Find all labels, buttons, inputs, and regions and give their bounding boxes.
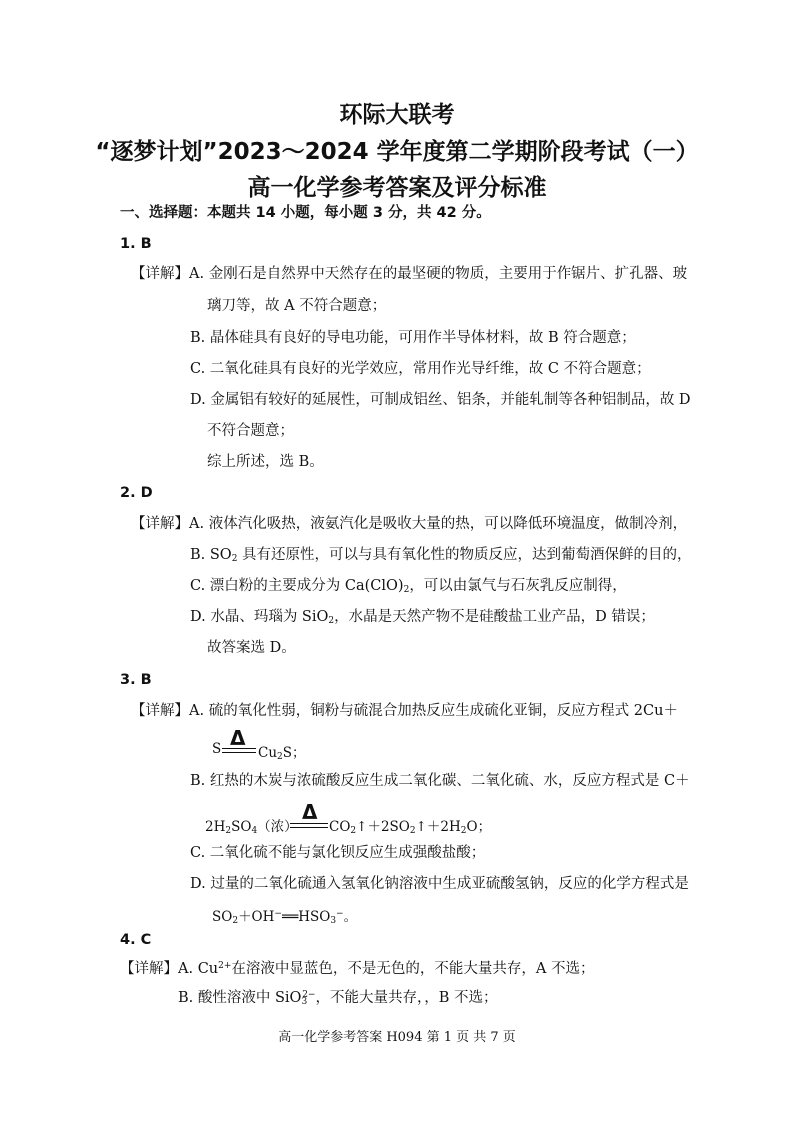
equation-hso3: $SO_2+OH^-══HSO_3^-$。 (212, 909, 358, 926)
page-footer: 高一化学参考答案 H094 第 1 页 共 7 页 (278, 1030, 516, 1045)
option-d-text: D. 金属铝有较好的延展性，可制成铝丝、铝条，并能轧制等各种铝制品，故 D (190, 392, 691, 408)
summary-text: 故答案选 D。 (207, 640, 296, 656)
exam-title: “逐梦计划”2023～2024 学年度第二学期阶段考试（一） (95, 139, 699, 165)
section-heading: 一、选择题：本题共 14 小题，每小题 3 分，共 42 分。 (120, 205, 491, 221)
option-d-text: D. 水晶、玛瑙为 SiO$_2$，水晶是天然产物不是硅酸盐工业产品，D 错误； (190, 609, 655, 626)
option-d-text: D. 过量的二氧化硫通入氢氧化钠溶液中生成亚硫酸氢钠，反应的化学方程式是 (190, 876, 689, 892)
option-a-text: A. 硫的氧化性弱，铜粉与硫混合加热反应生成硫化亚铜，反应方程式 2Cu＋ (189, 703, 678, 719)
q1-explanation (131, 264, 687, 284)
option-b-text: B. 红热的木炭与浓硫酸反应生成二氧化碳、二氧化硫、水，反应方程式是 C＋ (190, 773, 690, 789)
delta-symbol: Δ (302, 800, 318, 824)
question-number: 3. B (120, 672, 152, 688)
q4-explanation: 【详解】A. $Cu^{2+}$在溶液中显蓝色，不是无色的，不能大量共存，A 不选； (120, 961, 595, 977)
explanation-tag: 【详解】 (131, 703, 189, 719)
summary-text: 综上所述，选 B。 (207, 454, 324, 470)
equals-line (222, 752, 256, 753)
question-number: 4. C (120, 932, 152, 948)
delta-symbol: Δ (230, 726, 246, 750)
option-b-text: B. $SO_2$ 具有还原性，可以与具有氧化性的物质反应，达到葡萄酒保鲜的目的， (190, 547, 692, 564)
q2-explanation (131, 514, 687, 534)
option-a-text: A. 液体汽化吸热，液氨汽化是吸收大量的热，可以降低环境温度，做制冷剂， (189, 516, 688, 532)
explanation-tag: 【详解】 (131, 266, 189, 282)
option-d-cont: 不符合题意； (207, 423, 294, 439)
question-number: 2. D (120, 485, 153, 501)
question-number: 1. B (120, 236, 152, 252)
option-a-cont: 璃刀等，故 A 不符合题意； (207, 298, 387, 314)
option-b-text: B. 晶体硅具有良好的导电功能，可用作半导体材料，故 B 符合题意； (190, 330, 636, 346)
option-a-text: A. 金刚石是自然界中天然存在的最坚硬的物质，主要用于作锯片、扩孔器、玻 (189, 266, 688, 282)
option-c-text: C. 二氧化硅具有良好的光学效应，常用作光导纤维，故 C 不符合题意； (190, 361, 651, 377)
answer-key-title: 高一化学参考答案及评分标准 (247, 175, 547, 201)
q3-explanation (131, 701, 678, 721)
option-c-text: C. 二氧化硫不能与氯化钡反应生成强酸盐酸； (190, 845, 486, 861)
explanation-tag: 【详解】 (120, 961, 178, 977)
option-b-text: B. 酸性溶液中 SiO$_3^{2-}$，不能大量共存，，B 不选； (178, 990, 498, 1007)
equals-line (222, 748, 256, 749)
equals-line (290, 823, 328, 824)
exam-org-title: 环际大联考 (339, 102, 455, 128)
option-c-text: C. 漂白粉的主要成分为 $Ca(ClO)_2$，可以由氯气与石灰乳反应制得， (190, 578, 627, 595)
explanation-tag: 【详解】 (131, 516, 189, 532)
equals-line (290, 827, 328, 828)
document-page: 环际大联考 “逐梦计划”2023～2024 学年度第二学期阶段考试（一） 高一化学参考答案及评分标准 一、选择题：本题共 14 小题，每小题 3 分，共 42 分。 1. B 【详解】A. 金刚石是自然界中天然存在的最坚硬的物质，主要用于作锯片、扩孔器、玻 璃刀等，故 A 不符合题意； B. 晶体硅具有良好的导电功能，可用作半导体材料，故 B 符合题意； C. 二氧化硅具有良好的光学效应，常用作光导纤维，故 C 不符合题意； D. 金属铝有较好的延展性，可制成铝丝、铝条，并能轧制等各种铝制品，故 D 不符合题意； 综上所述，选 B。 2. D 【详解】A. 液体汽化吸热，液氨汽化是吸收大量的热，可以降低环境温度，做制冷剂， B. $SO_2$ 具有还原性，可以与具有氧化性的物质反应，达到葡萄酒保鲜的目的， C. 漂白粉的主要成分为 $Ca(ClO)_2$，可以由氯气与石灰乳反应制得， D. 水晶、玛瑙为 SiO$_2$，水晶是天然产物不是硅酸盐工业产品，D 错误； 故答案选 D。 3. B 【详解】A. 硫的氧化性弱，铜粉与硫混合加热反应生成硫化亚铜，反应方程式 2Cu＋ S Δ $Cu_2S$； B. 红热的木炭与浓硫酸反应生成二氧化碳、二氧化硫、水，反应方程式是 C＋ $2H_2SO_4$（浓） Δ $CO_2↑+2SO_2↑+2H_2O$； C. 二氧化硫不能与氯化钡反应生成强酸盐酸； D. 过量的二氧化硫通入氢氧化钠溶液中生成亚硫酸氢钠，反应的化学方程式是 $SO_2+OH^-══HSO_3^-$。 4. C 【详解】A. $Cu^{2+}$在溶液中显蓝色，不是无色的，不能大量共存，A 不选； B. 酸性溶液中 SiO$_3^{2-}$，不能大量共存，，B 不选； 高一化学参考答案 H094 第 1 页 共 7 页 (0, 0, 794, 1122)
